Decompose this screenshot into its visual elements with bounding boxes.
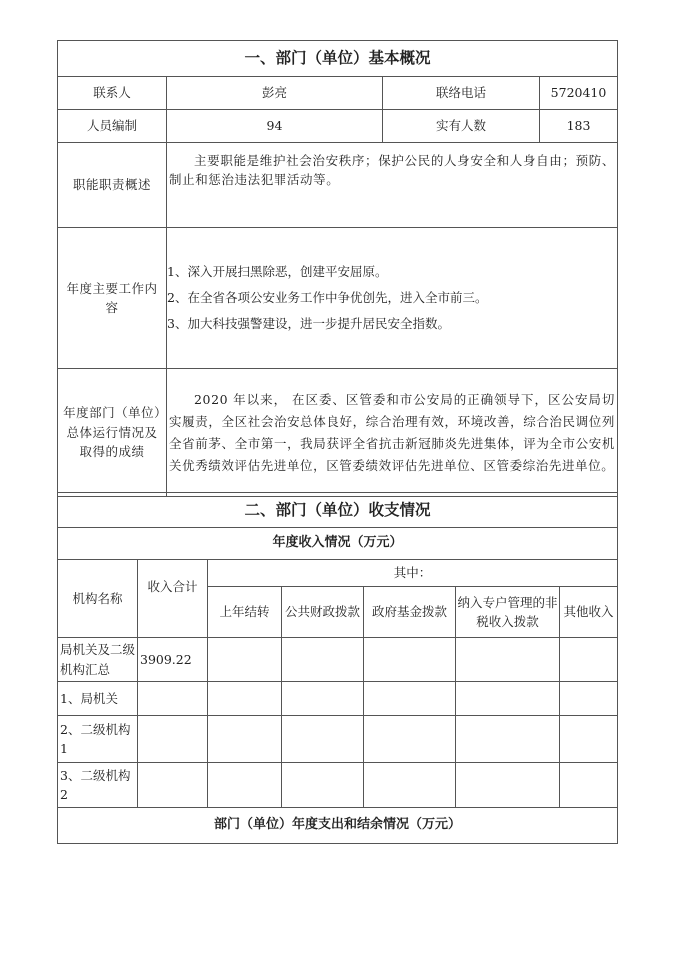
- cell-empty: [560, 682, 618, 716]
- cell-empty: [456, 716, 560, 763]
- work-item: 2、在全省各项公安业务工作中争优创先，进入全市前三。: [167, 290, 488, 305]
- cell-empty: [282, 716, 364, 763]
- col-org: 机构名称: [58, 560, 138, 638]
- cell-empty: [208, 763, 282, 808]
- duty-label: 职能职责概述: [58, 143, 167, 228]
- row-total: [138, 716, 208, 763]
- cell-empty: [208, 638, 282, 682]
- cell-empty: [364, 763, 456, 808]
- row-total: [138, 763, 208, 808]
- row-name: 1、局机关: [58, 682, 138, 716]
- cell-empty: [456, 638, 560, 682]
- col-among: 其中：: [208, 560, 618, 587]
- cell-empty: [560, 763, 618, 808]
- row-name: 局机关及二级机构汇总: [58, 638, 138, 682]
- cell-empty: [364, 682, 456, 716]
- perf-text: 2020 年以来， 在区委、区管委和市公安局的正确领导下，区公安局切实履责，全区社会治安总体良好，综合治理有效，环境改善，综合治民调位列全省前茅、全市第一，我局获评全省抗击新冠肺炎先进集体，评为全市公安机关优秀绩效评估先进单位，区管委绩效评估先进单位、区管委综治先进单位。: [167, 369, 618, 497]
- col-prev-carryover: 上年结转: [208, 587, 282, 638]
- cell-empty: [560, 716, 618, 763]
- cell-empty: [282, 682, 364, 716]
- row-name: 2、二级机构1: [58, 716, 138, 763]
- duty-text: 主要职能是维护社会治安秩序；保护公民的人身安全和人身自由；预防、制止和惩治违法犯罪活动等。: [167, 143, 618, 228]
- income-title: 年度收入情况（万元）: [58, 528, 618, 560]
- col-nontax: 纳入专户管理的非税收入拨款: [456, 587, 560, 638]
- cell-empty: [208, 682, 282, 716]
- staff-value: 94: [167, 110, 383, 143]
- cell-empty: [364, 638, 456, 682]
- phone-label: 联络电话: [383, 77, 540, 110]
- cell-empty: [456, 763, 560, 808]
- basic-info-table: [57, 40, 618, 497]
- income-table: [57, 492, 618, 844]
- actual-value: 183: [540, 110, 618, 143]
- staff-label: 人员编制: [58, 110, 167, 143]
- cell-empty: [208, 716, 282, 763]
- col-other: 其他收入: [560, 587, 618, 638]
- row-total: [138, 682, 208, 716]
- col-public-finance: 公共财政拨款: [282, 587, 364, 638]
- section1-title: 一、部门（单位）基本概况: [58, 41, 618, 77]
- cell-empty: [560, 638, 618, 682]
- work-item: 3、加大科技强警建设，进一步提升居民安全指数。: [167, 316, 450, 331]
- contact-label: 联系人: [58, 77, 167, 110]
- cell-empty: [364, 716, 456, 763]
- phone-value: 5720410: [540, 77, 618, 110]
- contact-value: 彭亮: [167, 77, 383, 110]
- work-label: 年度主要工作内容: [58, 228, 167, 369]
- perf-label: 年度部门（单位）总体运行情况及取得的成绩: [58, 369, 167, 497]
- work-items: [167, 228, 618, 369]
- col-total: 收入合计: [138, 560, 208, 638]
- col-gov-fund: 政府基金拨款: [364, 587, 456, 638]
- cell-empty: [282, 638, 364, 682]
- cell-empty: [282, 763, 364, 808]
- work-item: 1、深入开展扫黑除恶，创建平安屈原。: [167, 264, 388, 279]
- row-name: 3、二级机构2: [58, 763, 138, 808]
- expense-title: 部门（单位）年度支出和结余情况（万元）: [58, 808, 618, 844]
- row-total: 3909.22: [138, 638, 208, 682]
- actual-label: 实有人数: [383, 110, 540, 143]
- cell-empty: [456, 682, 560, 716]
- section2-title: 二、部门（单位）收支情况: [58, 493, 618, 528]
